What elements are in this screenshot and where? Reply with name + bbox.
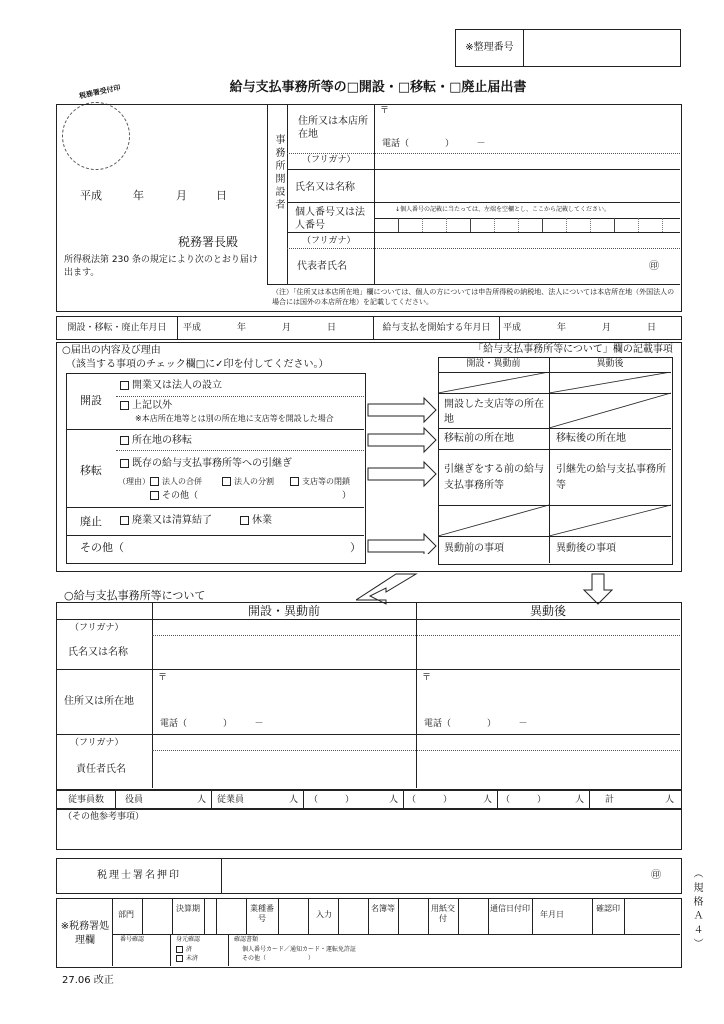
addressee: 税務署長殿 <box>178 235 239 249</box>
reason-other-label: その他（ <box>80 541 124 554</box>
office-use-sub <box>112 934 680 966</box>
name-label: 氏名又は名称 <box>295 182 355 193</box>
office-use-notdone[interactable]: 未済 <box>176 955 198 963</box>
right-table-other-before: 異動前の事項 <box>444 543 504 554</box>
office-use-bumon: 部門 <box>118 910 134 919</box>
date-bar-label-2: 給与支払を開始する年月日 <box>374 317 500 339</box>
office-use-tsushin: 通信日付印 <box>490 904 530 913</box>
open-option-1-checkbox[interactable] <box>120 381 129 390</box>
down-arrows <box>356 572 656 606</box>
number-grid <box>374 218 680 232</box>
office-use-gyoshu: 業種番号 <box>250 904 274 923</box>
move-option-1-checkbox[interactable] <box>120 436 129 445</box>
move-option-2-checkbox[interactable] <box>120 459 129 468</box>
office-use-docs-1: 個人番号カード／通知カード・運転免許証 <box>242 946 357 953</box>
employees-label: 従事員数 <box>57 791 116 809</box>
office-use-nyuryoku: 入力 <box>316 910 332 919</box>
tax-accountant-label: 税理士署名押印 <box>57 859 222 893</box>
employees-yakuin-unit: 人 <box>197 791 212 809</box>
office-use-yoshi: 用紙交付 <box>431 904 455 923</box>
office-head: ○給与支払事務所等について <box>64 589 206 602</box>
preamble: 所得税法第 230 条の規定により次のとおり届け出ます。 <box>64 255 258 278</box>
open-option-2-checkbox[interactable] <box>120 401 129 410</box>
office-col2: 異動後 <box>529 604 566 618</box>
office-postal-after: 〒 <box>422 673 432 683</box>
office-person-label: 責任者氏名 <box>76 764 126 775</box>
office-kana-label: （フリガナ） <box>70 623 124 633</box>
office-use-notdone-checkbox[interactable] <box>176 955 183 962</box>
date-bar-label-1: 開設・移転・廃止年月日 <box>57 317 178 339</box>
establisher-group-cell <box>267 104 288 284</box>
form-title: 給与支払事務所等の□開設・□移転・□廃止届出書 <box>229 80 527 95</box>
address-label: 住所又は本店所在地 <box>298 116 368 140</box>
close-option-2-checkbox[interactable] <box>240 516 249 525</box>
date-month: 月 <box>176 189 187 202</box>
date-bar-value-1: 平成 年 月 日 <box>177 317 374 339</box>
date-year: 年 <box>133 189 144 202</box>
date-day: 日 <box>216 189 227 202</box>
revision-footer: 27.06 改正 <box>62 975 114 986</box>
move-option-2[interactable]: 既存の給与支払事務所等への引継ぎ <box>120 458 292 470</box>
office-phone-after: 電話（ ） － <box>424 719 528 729</box>
date-bar-value-2: 平成 年 月 日 <box>503 323 657 333</box>
paper-size-note: （規格Ａ４） <box>691 868 702 952</box>
right-table-transfer-after: 引継先の給与支払事務所等 <box>556 464 666 491</box>
date-bar <box>56 316 682 340</box>
open-option-2-note: ※本店所在地等とは別の所在地に支店等を開設した場合 <box>135 414 334 423</box>
office-use-done-checkbox[interactable] <box>176 946 183 953</box>
employees-total: 計 <box>605 795 615 805</box>
employees-unit-1: 人 <box>389 791 404 809</box>
move-reason-merger-checkbox[interactable] <box>150 477 159 486</box>
reason-close-label: 廃止 <box>80 515 102 528</box>
office-use-date: 年月日 <box>540 910 564 919</box>
reason-sub: （該当する事項のチェック欄□に✓印を付してください。） <box>66 359 329 370</box>
close-option-1[interactable]: 廃業又は清算結了 <box>120 515 212 527</box>
office-use-kessanki: 決算期 <box>176 904 200 913</box>
office-use-docs: 確認書類 <box>234 936 259 943</box>
number-label: 個人番号又は法人番号 <box>295 207 365 231</box>
move-option-1[interactable]: 所在地の移転 <box>120 435 192 447</box>
office-kana-label-2: （フリガナ） <box>70 738 124 748</box>
other-ref-box <box>56 808 682 850</box>
move-reason-closure[interactable]: 支店等の閉鎖 <box>290 477 350 487</box>
move-reason-merger[interactable]: 法人の合併 <box>150 477 202 487</box>
office-use-grid <box>112 898 680 934</box>
address-note: （注）「住所又は本店所在地」欄については、個人の方については申告所得税の納税地、法人については本店所在地（外国法人の場合には国外の本店所在地）を記載してください。 <box>272 288 675 306</box>
arrow-down-right <box>584 574 612 604</box>
office-col1: 開設・異動前 <box>247 604 320 618</box>
reason-head: ○届出の内容及び理由 <box>62 345 161 356</box>
establisher-phone: 電話（ ） － <box>382 139 486 149</box>
employees-jugyoin-unit: 人 <box>289 791 304 809</box>
right-table-col1: 開設・異動前 <box>466 359 521 369</box>
employees-total-unit: 人 <box>665 795 675 805</box>
arrow-other <box>368 534 436 554</box>
employees-paren-1: （ ） <box>309 795 355 805</box>
move-reason-other-close: ） <box>342 491 352 501</box>
close-option-1-checkbox[interactable] <box>120 516 129 525</box>
reason-move-label: 移転 <box>80 464 102 477</box>
employees-row <box>56 790 682 810</box>
right-table-open-cell: 開設した支店等の所在地 <box>444 399 544 425</box>
office-phone-before: 電話（ ） － <box>160 719 264 729</box>
open-option-1[interactable]: 開業又は法人の設立 <box>120 380 222 392</box>
right-table-move-after: 移転後の所在地 <box>556 433 626 444</box>
right-table-other-after: 異動後の事項 <box>556 543 616 554</box>
move-reason-split[interactable]: 法人の分割 <box>222 477 274 487</box>
kana-label-2: （フリガナ） <box>302 236 356 246</box>
office-use-label: ※税務署処理欄 <box>60 921 110 946</box>
rep-seal-icon: ㊞ <box>649 261 659 272</box>
reason-other-close: ） <box>350 541 361 554</box>
office-table <box>56 602 682 790</box>
employees-paren-2: （ ） <box>407 795 453 805</box>
arrow-move-1 <box>368 428 436 452</box>
rep-label: 代表者氏名 <box>297 261 347 272</box>
open-option-2[interactable]: 上記以外 <box>120 400 172 412</box>
kana-label-1: （フリガナ） <box>302 155 356 165</box>
office-use-done[interactable]: 済 <box>176 946 192 954</box>
office-addr-label: 住所又は所在地 <box>64 696 134 707</box>
right-table-transfer-before: 引継ぎをする前の給与支払事務所等 <box>444 464 544 491</box>
employees-unit-3: 人 <box>575 791 590 809</box>
arrow-open <box>368 398 436 422</box>
move-reason-label: （理由） <box>118 477 150 486</box>
office-use-meibo: 名簿等 <box>371 904 395 913</box>
office-use-number-check: 番号確認 <box>120 936 145 943</box>
move-reason-other[interactable]: その他（ <box>150 491 198 502</box>
office-name-label: 氏名又は名称 <box>68 647 128 658</box>
arrow-down-left <box>356 574 416 604</box>
employees-unit-2: 人 <box>483 791 498 809</box>
reference-number-box <box>455 29 681 67</box>
establisher-value-column <box>374 104 681 284</box>
other-ref-label: （その他参考事項） <box>63 812 145 822</box>
close-option-2[interactable]: 休業 <box>240 515 272 527</box>
postal-mark: 〒 <box>380 106 390 116</box>
right-table-col2: 異動後 <box>596 359 624 369</box>
number-note: ↓個人番号の記載に当たっては、左端を空欄とし、ここから記載してください。 <box>395 206 611 213</box>
tax-accountant-row <box>56 858 682 894</box>
move-reason-split-checkbox[interactable] <box>222 477 231 486</box>
employees-paren-3: （ ） <box>501 795 547 805</box>
right-table-move-before: 移転前の所在地 <box>444 433 514 444</box>
office-use-kakunin: 確認印 <box>596 904 620 913</box>
right-table-head: 「給与支払事務所等について」欄の記載事項 <box>473 344 673 355</box>
office-use-identity-check: 身元確認 <box>176 936 201 943</box>
office-postal-before: 〒 <box>158 673 168 683</box>
move-reason-closure-checkbox[interactable] <box>290 477 299 486</box>
receipt-stamp-label: 税務署受付印 <box>78 83 122 101</box>
reason-arrows <box>366 384 438 554</box>
employees-yakuin: 役員 <box>125 795 144 805</box>
establisher-group-label: 事務所開設者 <box>273 134 284 212</box>
reason-open-label: 開設 <box>80 394 102 407</box>
tax-accountant-seal-icon: ㊞ <box>651 870 661 881</box>
date-era: 平成 <box>80 189 102 202</box>
office-use-docs-2: その他（ ） <box>242 955 315 962</box>
move-reason-other-checkbox[interactable] <box>150 491 159 500</box>
arrow-move-2 <box>368 462 436 486</box>
reference-number-label: ※整理番号 <box>456 30 524 66</box>
employees-jugyoin: 従業員 <box>217 795 245 805</box>
